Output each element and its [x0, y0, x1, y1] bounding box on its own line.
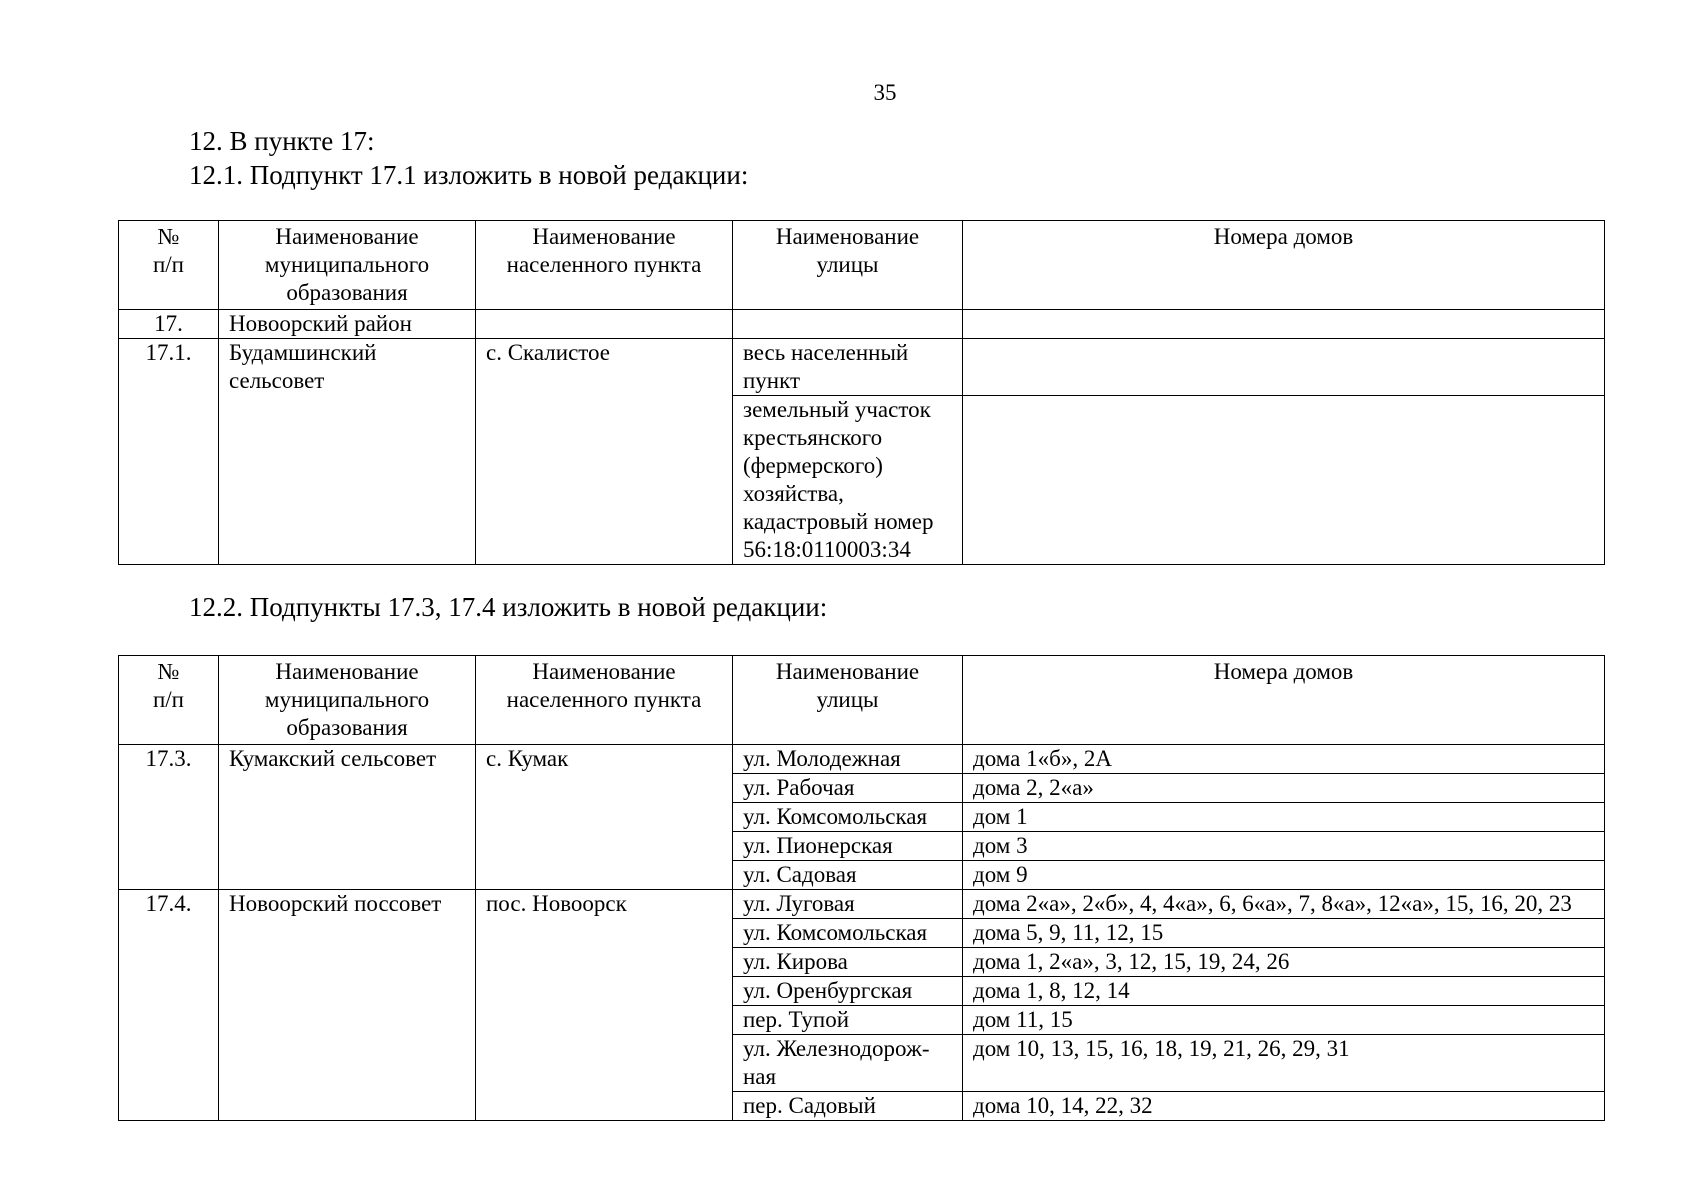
row-houses: дом 11, 15: [963, 1006, 1605, 1035]
header-houses: Номера домов: [963, 656, 1605, 745]
header-municipality: [219, 656, 476, 745]
header-mo-line3: образования: [286, 715, 408, 740]
table-header-row: [119, 656, 1605, 745]
street-line: кадастровый номер: [743, 509, 934, 534]
row-street: [733, 1035, 963, 1092]
row-municipality: Кумакский сельсовет: [219, 745, 476, 890]
municipality-line2: сельсовет: [229, 368, 325, 393]
header-num-line2: п/п: [152, 687, 184, 712]
row-street: ул. Рабочая: [733, 774, 963, 803]
row-houses: дома 2, 2«а»: [963, 774, 1605, 803]
subsection-heading-12-1: 12.1. Подпункт 17.1 изложить в новой редакции:: [189, 160, 749, 190]
street-line: (фермерского): [743, 453, 883, 478]
header-street: [733, 221, 963, 310]
row-street: ул. Садовая: [733, 861, 963, 890]
row-street: пер. Тупой: [733, 1006, 963, 1035]
subsection-heading-12-2: 12.2. Подпункты 17.3, 17.4 изложить в новой редакции:: [189, 592, 828, 622]
street-line1: весь населенный: [743, 340, 909, 365]
row-street: [733, 310, 963, 339]
row-houses: дома 1, 2«а», 3, 12, 15, 19, 24, 26: [963, 948, 1605, 977]
header-np-line2: населенного пункта: [506, 687, 702, 712]
header-mo-line3: образования: [286, 280, 408, 305]
header-np-line1: Наименование: [532, 659, 676, 684]
row-houses: [963, 396, 1605, 565]
row-houses: [963, 339, 1605, 396]
header-num-line2: п/п: [152, 252, 184, 277]
row-num: 17.4.: [119, 890, 219, 1121]
row-street: ул. Кирова: [733, 948, 963, 977]
table-subpoint-17-1: [118, 220, 1605, 565]
row-houses: дома 2«а», 2«б», 4, 4«а», 6, 6«а», 7, 8«а», 12«а», 15, 16, 20, 23: [963, 890, 1605, 919]
row-street: [733, 339, 963, 396]
row-municipality: Новоорский район: [219, 310, 476, 339]
row-houses: дом 9: [963, 861, 1605, 890]
header-street-line2: улицы: [816, 687, 879, 712]
street-line: хозяйства,: [743, 481, 844, 506]
street-line2: пункт: [743, 368, 801, 393]
header-mo-line1: Наименование: [275, 224, 419, 249]
table-subpoints-17-3-17-4: [118, 655, 1605, 1121]
header-houses: Номера домов: [963, 221, 1605, 310]
street-line: земельный участок: [743, 397, 931, 422]
header-np-line1: Наименование: [532, 224, 676, 249]
row-street: ул. Комсомольская: [733, 803, 963, 832]
header-municipality: [219, 221, 476, 310]
row-num: 17.1.: [119, 339, 219, 565]
row-houses: дом 3: [963, 832, 1605, 861]
row-houses: дома 5, 9, 11, 12, 15: [963, 919, 1605, 948]
row-street: [733, 396, 963, 565]
header-street: [733, 656, 963, 745]
row-houses: дома 1, 8, 12, 14: [963, 977, 1605, 1006]
row-houses: дома 1«б», 2А: [963, 745, 1605, 774]
street-line: крестьянского: [743, 425, 883, 450]
header-mo-line2: муниципального: [264, 252, 430, 277]
row-street: ул. Пионерская: [733, 832, 963, 861]
row-num: 17.3.: [119, 745, 219, 890]
header-np-line2: населенного пункта: [506, 252, 702, 277]
row-municipality: Новоорский поссовет: [219, 890, 476, 1121]
row-settlement: с. Скалистое: [476, 339, 733, 565]
street-line2: ная: [743, 1064, 777, 1089]
page-number: 35: [873, 80, 897, 105]
section-heading: 12. В пункте 17:: [189, 126, 375, 156]
header-street-line1: Наименование: [775, 659, 920, 684]
row-num: 17.: [119, 310, 219, 339]
row-street: ул. Оренбургская: [733, 977, 963, 1006]
row-street: пер. Садовый: [733, 1092, 963, 1121]
header-mo-line2: муниципального: [264, 687, 430, 712]
header-num-line1: №: [157, 659, 180, 684]
row-houses: [963, 310, 1605, 339]
table-row: [119, 745, 1605, 774]
municipality-line1: Будамшинский: [229, 340, 377, 365]
header-num-line1: №: [157, 224, 180, 249]
street-line1: ул. Железнодорож-: [743, 1036, 930, 1061]
row-street: ул. Луговая: [733, 890, 963, 919]
row-street: ул. Комсомольская: [733, 919, 963, 948]
header-street-line2: улицы: [816, 252, 879, 277]
header-settlement: [476, 656, 733, 745]
row-houses: дом 1: [963, 803, 1605, 832]
header-mo-line1: Наименование: [275, 659, 419, 684]
row-street: ул. Молодежная: [733, 745, 963, 774]
row-houses: дом 10, 13, 15, 16, 18, 19, 21, 26, 29, 31: [963, 1035, 1605, 1092]
header-num: [119, 656, 219, 745]
table-row: [119, 890, 1605, 919]
table-header-row: [119, 221, 1605, 310]
table-row: [119, 310, 1605, 339]
row-settlement: пос. Новоорск: [476, 890, 733, 1121]
table-row: [119, 339, 1605, 396]
row-settlement: [476, 310, 733, 339]
header-settlement: [476, 221, 733, 310]
header-street-line1: Наименование: [775, 224, 920, 249]
row-municipality: [219, 339, 476, 565]
street-line: 56:18:0110003:34: [743, 537, 911, 562]
row-houses: дома 10, 14, 22, 32: [963, 1092, 1605, 1121]
header-num: [119, 221, 219, 310]
row-settlement: с. Кумак: [476, 745, 733, 890]
